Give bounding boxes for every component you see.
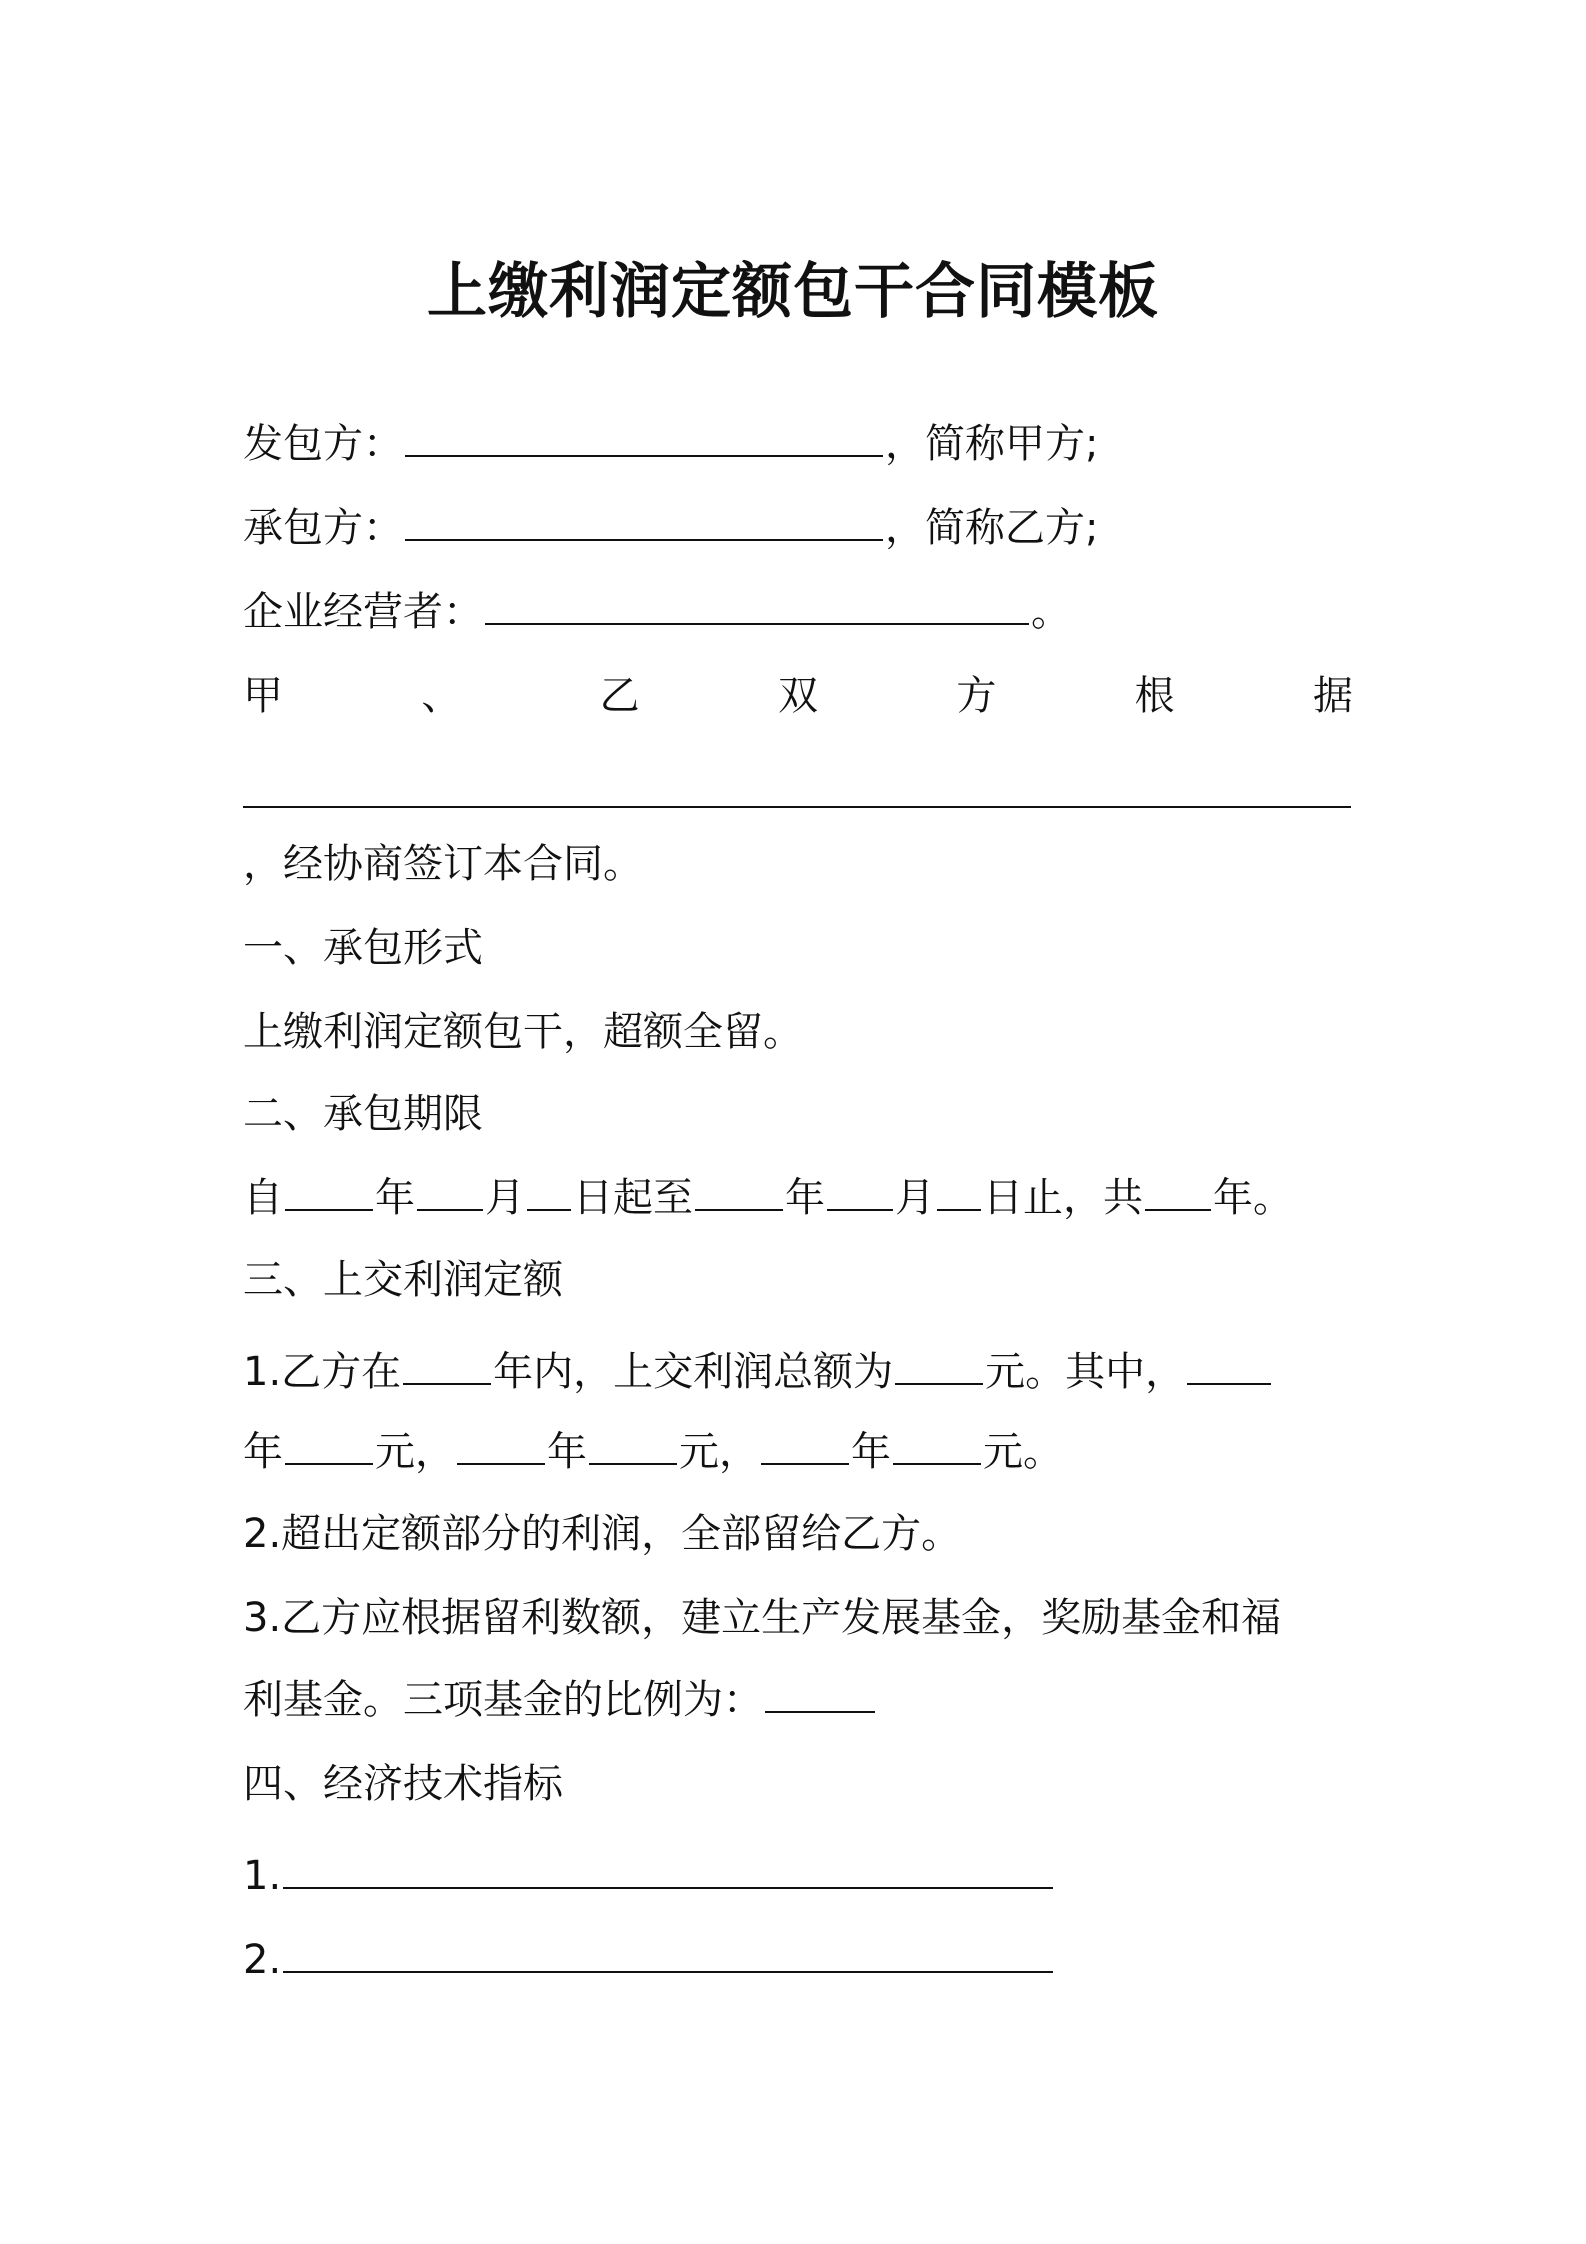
profit-text: 元，: [679, 1429, 759, 1475]
profit-year3-blank[interactable]: [761, 1427, 849, 1465]
term-line: [243, 1170, 1353, 1226]
contractor-label: 承包方：: [243, 505, 403, 551]
operator-label: 企业经营者：: [243, 589, 483, 635]
profit-item3-line2: [243, 1672, 1353, 1728]
contractor-suffix: ，简称乙方;: [885, 505, 1099, 551]
term-text: 年: [375, 1175, 415, 1221]
profit-amount2-blank[interactable]: [589, 1427, 677, 1465]
profit-text: 元。其中，: [985, 1349, 1186, 1395]
basis-char: 方: [956, 673, 997, 719]
basis-spread-line: [243, 668, 1353, 724]
section4-heading: 四、经济技术指标: [243, 1761, 563, 1807]
indicator-number: 1.: [243, 1853, 282, 1899]
basis-suffix-line: ，经协商签订本合同。: [243, 841, 643, 887]
contractor-blank[interactable]: [405, 503, 883, 541]
term-text: 年: [785, 1175, 825, 1221]
basis-char: 乙: [599, 673, 640, 719]
operator-suffix: 。: [1031, 589, 1071, 635]
term-text: 月: [895, 1175, 935, 1221]
section1-text: 上缴利润定额包干，超额全留。: [243, 1009, 803, 1055]
profit-text: 年: [547, 1429, 587, 1475]
issuer-line: [243, 416, 1353, 472]
operator-blank[interactable]: [485, 587, 1029, 625]
profit-item1-line1: [243, 1344, 1353, 1400]
indicator1-blank[interactable]: [283, 1851, 1053, 1889]
profit-text: 年: [851, 1429, 891, 1475]
basis-char: 双: [777, 673, 818, 719]
fund-ratio-blank[interactable]: [765, 1675, 875, 1713]
profit-amount3-blank[interactable]: [893, 1427, 981, 1465]
profit-years-blank[interactable]: [403, 1347, 491, 1385]
term-start-month-blank[interactable]: [417, 1173, 483, 1211]
term-text: 日止，共: [983, 1175, 1143, 1221]
basis-char: 据: [1312, 673, 1353, 719]
indicator-item1: [243, 1848, 1353, 1904]
profit-total-blank[interactable]: [895, 1347, 983, 1385]
term-end-year-blank[interactable]: [695, 1173, 783, 1211]
term-total-years-blank[interactable]: [1145, 1173, 1211, 1211]
term-text: 自: [243, 1175, 283, 1221]
term-end-month-blank[interactable]: [827, 1173, 893, 1211]
term-text: 日起至: [573, 1175, 693, 1221]
issuer-suffix: ，简称甲方;: [885, 421, 1099, 467]
term-text: 年。: [1213, 1175, 1293, 1221]
contractor-line: [243, 500, 1353, 556]
document-title: 上缴利润定额包干合同模板: [427, 257, 1159, 327]
term-end-day-blank[interactable]: [937, 1173, 981, 1211]
indicator-item2: [243, 1932, 1353, 1988]
indicator2-blank[interactable]: [283, 1935, 1053, 1973]
operator-line: [243, 584, 1353, 640]
term-start-day-blank[interactable]: [527, 1173, 571, 1211]
section2-heading: 二、承包期限: [243, 1091, 483, 1137]
basis-blank-rule[interactable]: [243, 806, 1351, 808]
section1-heading: 一、承包形式: [243, 925, 483, 971]
profit-text: 1.乙方在: [243, 1349, 402, 1395]
section3-heading: 三、上交利润定额: [243, 1257, 563, 1303]
profit-amount1-blank[interactable]: [285, 1427, 373, 1465]
profit-text: 年: [243, 1429, 283, 1475]
indicator-number: 2.: [243, 1937, 282, 1983]
profit-text: 年内，上交利润总额为: [493, 1349, 894, 1395]
profit-text: 元，: [375, 1429, 455, 1475]
profit-year2-blank[interactable]: [457, 1427, 545, 1465]
term-start-year-blank[interactable]: [285, 1173, 373, 1211]
issuer-blank[interactable]: [405, 419, 883, 457]
profit-item1-line2: [243, 1424, 1353, 1480]
basis-char: 甲: [243, 673, 283, 719]
profit-item3-line1: 3.乙方应根据留利数额，建立生产发展基金，奖励基金和福: [243, 1595, 1282, 1641]
profit-text: 利基金。三项基金的比例为：: [243, 1677, 763, 1723]
profit-year1-blank[interactable]: [1187, 1347, 1271, 1385]
basis-char: 、: [421, 673, 462, 719]
term-text: 月: [485, 1175, 525, 1221]
basis-char: 根: [1134, 673, 1175, 719]
profit-text: 元。: [983, 1429, 1063, 1475]
profit-item2: 2.超出定额部分的利润，全部留给乙方。: [243, 1511, 962, 1557]
issuer-label: 发包方：: [243, 421, 403, 467]
